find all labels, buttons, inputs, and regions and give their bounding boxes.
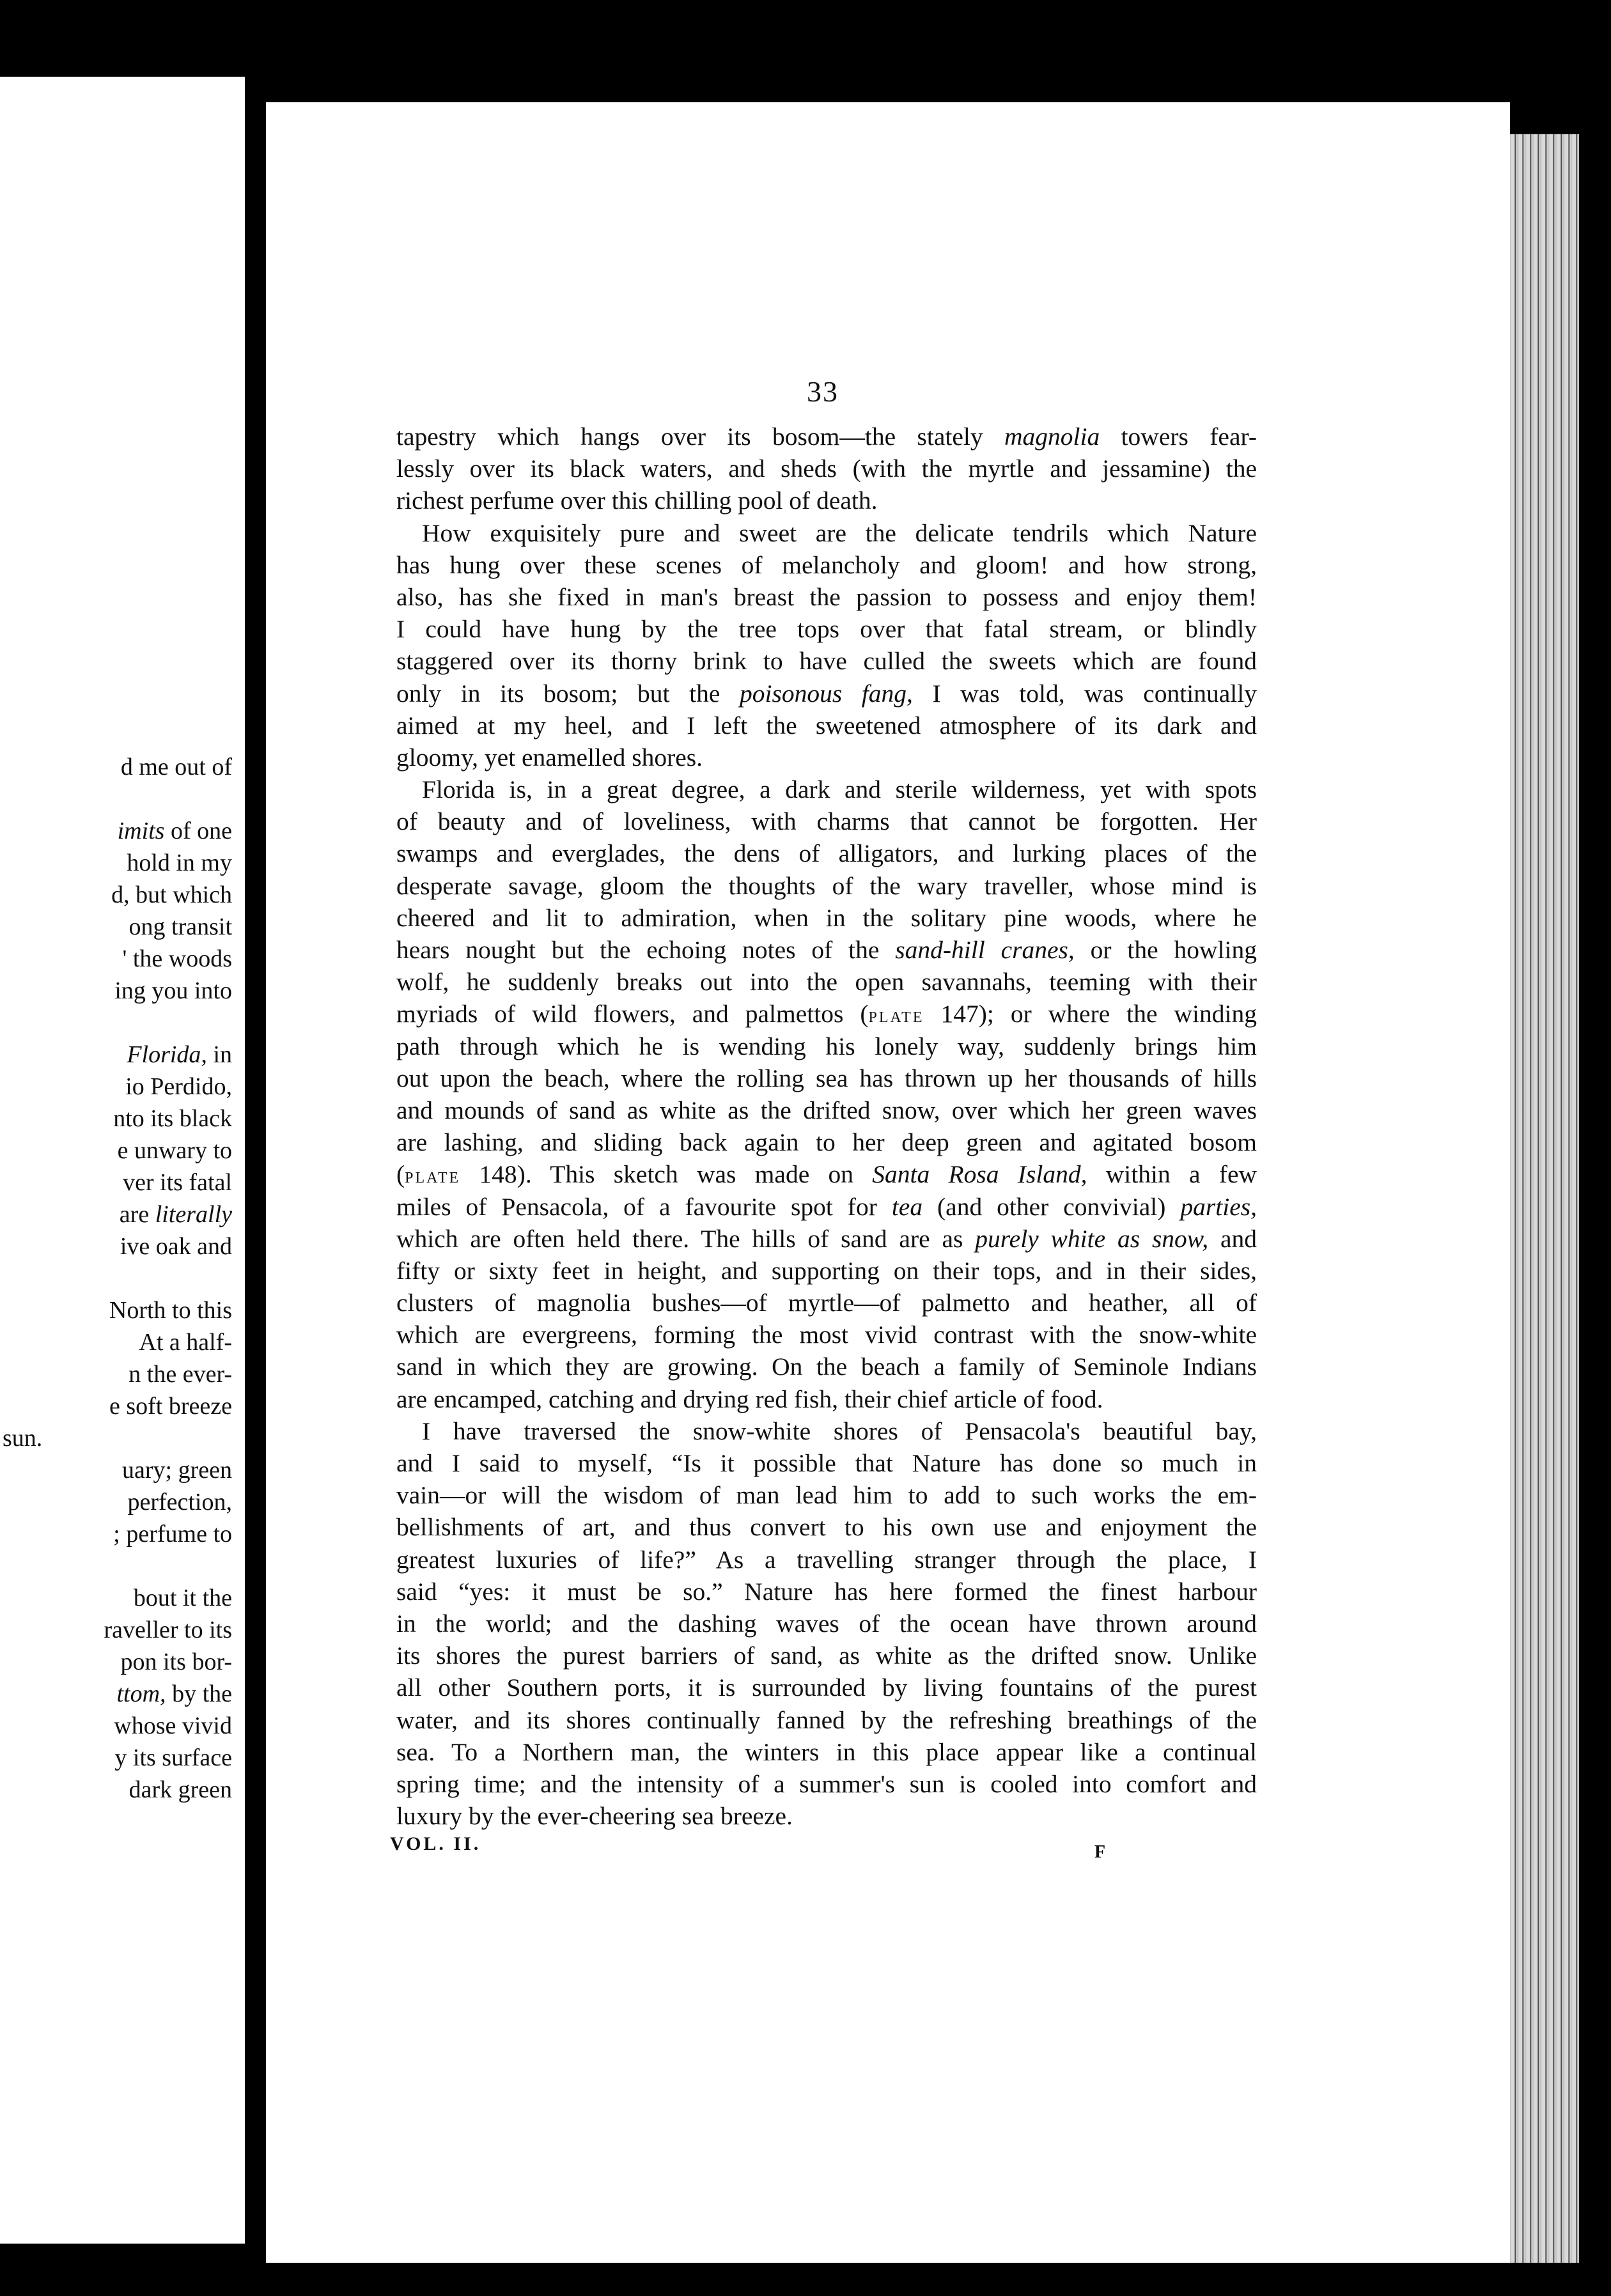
- text-run: has hung over these scenes of melancholy and gloom! and how strong,: [396, 550, 1257, 579]
- text-line: [396, 837, 1257, 869]
- text-run: spring time; and the intensity of a summer's sun is cooled into comfort and: [396, 1769, 1257, 1798]
- text-line: [396, 1640, 1257, 1672]
- left-page-line: ing you into: [114, 977, 232, 1004]
- left-page-line: ' the woods: [122, 945, 232, 972]
- text-line: [396, 1704, 1257, 1736]
- text-line: [396, 805, 1257, 837]
- text-line: [396, 1608, 1257, 1640]
- text-line: [396, 1191, 1257, 1223]
- text-run: path through which he is wending his lonely way, suddenly brings him: [396, 1032, 1257, 1060]
- text-run: vain—or will the wisdom of man lead him to add to such works the em-: [396, 1481, 1257, 1510]
- text-run: I was told, was continually: [912, 679, 1257, 708]
- text-run: and mounds of sand as white as the drifted snow, over which her green waves: [396, 1096, 1257, 1124]
- text-line: [396, 710, 1257, 741]
- left-page-line: At a half-: [139, 1329, 232, 1356]
- text-run: water, and its shores continually fanned by the refreshing breathings of the: [396, 1705, 1257, 1734]
- text-line: [396, 1126, 1257, 1158]
- text-run: sand in which they are growing. On the beach a family of Seminole Indians: [396, 1353, 1257, 1381]
- text-run: 147); or where the winding: [924, 1000, 1257, 1028]
- left-page-line: io Perdido,: [125, 1073, 232, 1100]
- text-run: cheered and lit to admiration, when in the solitary pine woods, where he: [396, 903, 1257, 932]
- text-run: or the howling: [1074, 936, 1257, 964]
- text-run: (and other convivial): [922, 1192, 1181, 1221]
- text-line: [396, 773, 1257, 805]
- text-line: [396, 1672, 1257, 1703]
- text-run: parties,: [1180, 1192, 1257, 1221]
- text-run: which are often held there. The hills of sand are as: [396, 1224, 976, 1253]
- text-run: are encamped, catching and drying red fish, their chief article of food.: [396, 1385, 1103, 1413]
- text-line: [396, 1736, 1257, 1768]
- text-line: [396, 1383, 1257, 1415]
- text-line: [396, 1447, 1257, 1479]
- text-line: [396, 421, 1257, 453]
- text-line: [396, 1287, 1257, 1319]
- text-run: tea: [891, 1192, 923, 1221]
- left-page-line: d me out of: [120, 754, 232, 780]
- left-page-line: e soft breeze: [109, 1393, 232, 1420]
- text-run: desperate savage, gloom the thoughts of the wary traveller, whose mind is: [396, 871, 1257, 900]
- text-line: [396, 645, 1257, 677]
- text-run: (: [396, 1160, 405, 1189]
- text-run: purely white as snow,: [975, 1224, 1209, 1253]
- text-line: [396, 1223, 1257, 1255]
- page-number: 33: [807, 375, 839, 408]
- text-line: [396, 1030, 1257, 1062]
- left-page-line: y its surface: [114, 1744, 232, 1771]
- text-run: greatest luxuries of life?” As a travelling stranger through the place, I: [396, 1545, 1257, 1574]
- text-run: within a few: [1087, 1160, 1257, 1189]
- text-run: plate: [868, 1004, 924, 1028]
- text-line: [396, 1255, 1257, 1287]
- text-line: [396, 1768, 1257, 1800]
- text-run: in the world; and the dashing waves of the ocean have thrown around: [396, 1609, 1257, 1638]
- text-line: [396, 1062, 1257, 1094]
- text-run: out upon the beach, where the rolling sea has thrown up her thousands of hills: [396, 1064, 1257, 1092]
- body-text: [396, 421, 1257, 1832]
- text-run: lessly over its black waters, and sheds (with the myrtle and jessamine) the: [396, 454, 1257, 483]
- text-run: and I said to myself, “Is it possible that Nature has done so much in: [396, 1449, 1257, 1477]
- left-page-fragment: [0, 77, 245, 2244]
- left-page-line: Florida, in: [127, 1041, 232, 1068]
- text-run: staggered over its thorny brink to have culled the sweets which are found: [396, 647, 1257, 676]
- left-page-line: North to this: [109, 1297, 232, 1324]
- left-page-line: ; perfume to: [113, 1521, 232, 1547]
- text-run: 148). This sketch was made on: [460, 1160, 873, 1189]
- text-line: [396, 998, 1257, 1030]
- left-page-line: hold in my: [127, 849, 232, 876]
- text-run: fifty or sixty feet in height, and supporting on their tops, and in their sides,: [396, 1256, 1257, 1285]
- text-run: swamps and everglades, the dens of alligators, and lurking places of the: [396, 839, 1257, 868]
- text-line: [396, 613, 1257, 645]
- volume-label: VOL. II.: [390, 1833, 481, 1854]
- text-run: said “yes: it must be so.” Nature has here formed the finest harbour: [396, 1577, 1257, 1606]
- text-run: richest perfume over this chilling pool of death.: [396, 486, 878, 515]
- left-page-line: bout it the: [133, 1585, 232, 1611]
- text-run: gloomy, yet enamelled shores.: [396, 743, 703, 772]
- text-line: [396, 678, 1257, 710]
- signature-mark: F: [1094, 1842, 1106, 1862]
- left-page-line: ttom, by the: [116, 1680, 232, 1707]
- text-run: miles of Pensacola, of a favourite spot for: [396, 1192, 892, 1221]
- left-page-line: nto its black: [113, 1105, 232, 1132]
- text-line: [396, 1415, 1257, 1447]
- text-run: and: [1208, 1224, 1257, 1253]
- text-run: sand-hill cranes,: [895, 936, 1075, 964]
- text-run: which are evergreens, forming the most vivid contrast with the snow-white: [396, 1321, 1257, 1349]
- text-line: [396, 741, 1257, 773]
- left-page-line: pon its bor-: [120, 1648, 232, 1675]
- text-run: I could have hung by the tree tops over that fatal stream, or blindly: [396, 615, 1257, 644]
- left-page-line: perfection,: [127, 1489, 232, 1516]
- text-run: wolf, he suddenly breaks out into the open savannahs, teeming with their: [396, 968, 1257, 997]
- left-page-line: e unwary to: [117, 1137, 232, 1164]
- text-run: clusters of magnolia bushes—of myrtle—of palmetto and heather, all of: [396, 1289, 1257, 1317]
- left-page-line: ive oak and: [120, 1233, 232, 1260]
- text-run: towers fear-: [1100, 423, 1257, 451]
- text-run: Florida is, in a great degree, a dark and sterile wilderness, yet with spots: [422, 775, 1257, 804]
- text-run: luxury by the ever-cheering sea breeze.: [396, 1802, 793, 1831]
- left-page-line: are literally: [119, 1201, 232, 1228]
- text-run: only in its bosom; but the: [396, 679, 740, 708]
- text-run: myriads of wild flowers, and palmettos (: [396, 1000, 869, 1028]
- text-line: [396, 1544, 1257, 1576]
- text-run: aimed at my heel, and I left the sweetened atmosphere of its dark and: [396, 711, 1257, 740]
- text-line: [396, 485, 1257, 516]
- text-line: [396, 1511, 1257, 1543]
- left-page-line: ver its fatal: [123, 1169, 232, 1196]
- text-run: tapestry which hangs over its bosom—the stately: [396, 423, 1004, 451]
- text-run: of beauty and of loveliness, with charms that cannot be forgotten. Her: [396, 807, 1257, 836]
- text-run: How exquisitely pure and sweet are the delicate tendrils which Nature: [422, 518, 1257, 547]
- text-line: [396, 1158, 1257, 1190]
- left-page-line: whose vivid: [114, 1712, 232, 1739]
- text-run: sea. To a Northern man, the winters in this place appear like a continual: [396, 1737, 1257, 1766]
- text-run: plate: [405, 1164, 461, 1188]
- text-line: [396, 1351, 1257, 1383]
- left-page-line: imits of one: [117, 818, 232, 844]
- text-line: [396, 1479, 1257, 1511]
- text-run: are lashing, and sliding back again to her deep green and agitated bosom: [396, 1128, 1257, 1157]
- text-line: [396, 1094, 1257, 1126]
- text-run: magnolia: [1004, 423, 1100, 451]
- left-page-line: n the ever-: [128, 1361, 232, 1388]
- text-line: [396, 934, 1257, 966]
- text-run: I have traversed the snow-white shores of Pensacola's beautiful bay,: [422, 1416, 1257, 1445]
- text-run: its shores the purest barriers of sand, as white as the drifted snow. Unlike: [396, 1641, 1257, 1670]
- text-run: also, has she fixed in man's breast the passion to possess and enjoy them!: [396, 582, 1257, 611]
- text-line: [396, 966, 1257, 998]
- text-line: [396, 902, 1257, 934]
- text-run: poisonous fang,: [739, 679, 913, 708]
- left-page-line: ong transit: [128, 913, 232, 940]
- text-line: [396, 453, 1257, 485]
- text-line: [396, 1800, 1257, 1832]
- text-run: bellishments of art, and thus convert to his own use and enjoyment the: [396, 1513, 1257, 1542]
- text-line: [396, 581, 1257, 613]
- text-line: [396, 549, 1257, 581]
- text-line: [396, 1319, 1257, 1351]
- text-run: hears nought but the echoing notes of the: [396, 936, 896, 964]
- left-page-line: sun.: [3, 1425, 43, 1452]
- text-run: all other Southern ports, it is surrounded by living fountains of the purest: [396, 1673, 1257, 1702]
- text-line: [396, 870, 1257, 902]
- left-page-line: d, but which: [111, 881, 232, 908]
- left-page-line: raveller to its: [104, 1617, 232, 1643]
- left-page-line: dark green: [128, 1776, 232, 1803]
- text-line: [396, 1576, 1257, 1608]
- text-run: Santa Rosa Island,: [872, 1160, 1087, 1189]
- text-line: [396, 517, 1257, 549]
- left-page-line: uary; green: [122, 1457, 232, 1484]
